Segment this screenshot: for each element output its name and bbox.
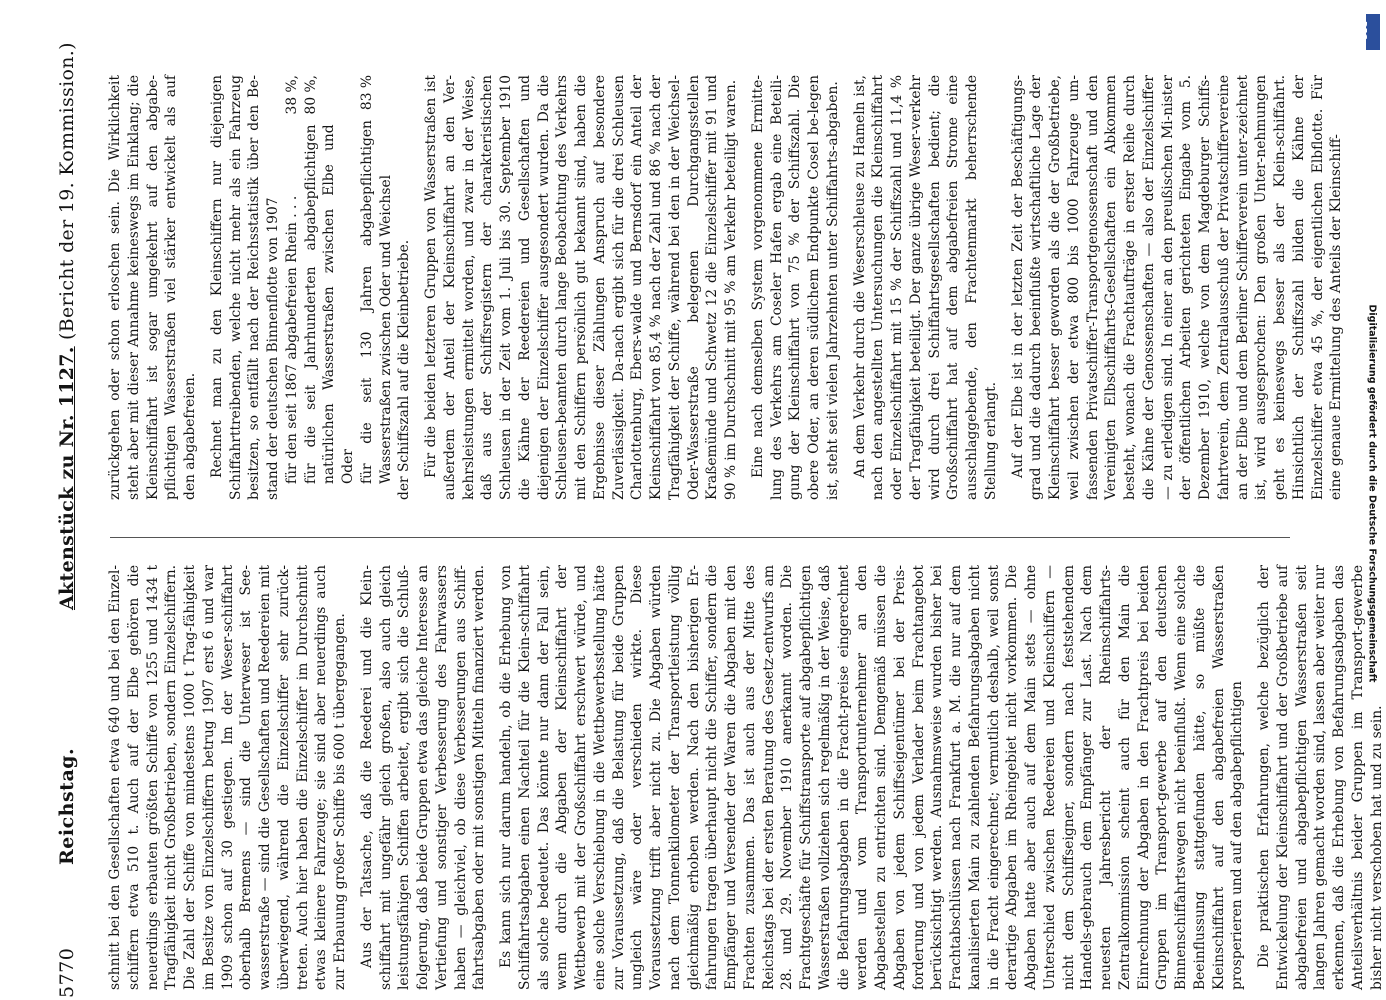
left-paragraph: Aus der Tatsache, daß die Reederei und die Klein-schiffahrt mit ungefähr gleich großen, also auch gleich leistungsfähigen Schiffen arbeitet, ergibt sich die Schluß-folgerung, daß beide Gruppen etwa das gleiche Interesse an Vertiefung und sonstiger Verbesserung des Fahrwassers haben — gleichviel, ob diese Verbesserungen aus Schiff-fahrtsabgaben oder mit sonstigen Mitteln finanziert werden. <box>358 565 488 990</box>
left-paragraph: Es kann sich nur darum handeln, ob die Erhebung von Schiffahrtsabgaben einen Nachteil für die Klein-schiffahrt als solche bedeutet. Das könnte nur dann der Fall sein, wenn durch die Abgaben der Kleinschiffahrt der Wettbewerb mit der Großschiffahrt erschwert würde, und eine solche Verschiebung in die Wettbewerbsstellung hätte zur Voraussetzung, daß die Belastung für beide Gruppen ungleich wäre oder verschieden wirkte. Diese Voraussetzung trifft aber nicht zu. Die Abgaben würden nach dem Tonnenkilometer der Transportleistung völlig gleichmäßig erhoben werden. Nach den bisherigen Er-fahrungen tragen überhaupt nicht die Schiffer, sondern die Empfänger und Versender der Waren die Abgaben mit den Frachten zusammen. Das ist auch aus der Mitte des Reichstags bei der ersten Beratung des Gesetz-entwurfs am 28. und 29. November 1910 anerkannt worden. Die Frachtgeschäfte für Schiffstransporte auf abgabepflichtigen Wasserstraßen vollziehen sich regelmäßig in der Weise, daß die Befahrungsabgaben in die Fracht-preise eingerechnet werden und vom Transportunternehmer an den Abgabestellen zu entrichten sind. Demgemäß müssen die Abgaben von jedem Schiffseigentümer bei der Preis-forderung und von jedem Verlader beim Frachtangebot berücksichtigt werden. Ausnahmsweise wurden bisher bei Frachtabschlüssen nach Frankfurt a. M. die nur auf dem kanalisierten Main zu zahlenden Befahrungsabgaben nicht in die Fracht eingerechnet; vermutlich deshalb, weil sonst derartige Abgaben im Rheingebiet nicht vorkommen. Die Abgaben hatte aber auch auf dem Main stets — ohne Unterschied zwischen Reedereien und Kleinschiffern — nicht dem Schiffseigner, sondern nach feststehendem Handels-gebrauch dem Empfänger zur Last. Nach dem neuesten Jahresbericht der Rheinschiffahrts-Zentralkommission scheint auch für den Main die Einrechnung der Abgaben in den Frachtpreis bei beiden Gruppen im Transport-gewerbe auf den deutschen Binnenschiffahrtswegen nicht beeinflußt. Wenn eine solche Beeinflussung stattgefunden hätte, so müßte die Kleinschiffahrt auf den abgabefreien Wasserstraßen prosperieren und auf den abgabepflichtigen <box>498 565 1246 990</box>
dfg-logo <box>1358 14 1380 50</box>
header-title <box>56 42 78 610</box>
share-value: 80 %, <box>302 75 319 115</box>
dfg-logo-text: DFG <box>1358 21 1368 40</box>
right-paragraph: Für die beiden letzteren Gruppen von Wasserstraßen ist außerdem der Anteil der Kleinschiffahrt an den Ver-kehrsleistungen ermittelt worden, und zwar in der Weise, daß aus der Schiffsregistern der charakteristischen Schleusen in der Zeit vom 1. Juli bis 30. September 1910 die Kähne der Reedereien und Gesellschaften und diejenigen der Einzelschiffer ausgesondert wurden. Da die Schleusen-beamten durch lange Beobachtung des Verkehrs mit den Schiffern persönlich gut bekannt sind, haben die Ergebnisse dieser Zählungen Anspruch auf besondere Zuverlässigkeit. Da-nach ergibt sich für die drei Schleusen Charlottenburg, Ebers-walde und Bernsdorf ein Anteil der Kleinschiffahrt von 85,4 % nach der Zahl und 86 % nach der Tragfähigkeit der Schiffe, während bei den in der Weichsel-Oder-Wasserstraße belegenen Durchgangsstellen Kraßemünde und Schwetz 12 die Einzelschiffer mit 91 und 90 % im Durchschnitt mit 95 % am Verkehr beteiligt waren. <box>423 75 739 500</box>
share-label: für die seit 130 Jahren abgabepflichtigen Wasserstraßen zwischen Oder und Weichsel <box>358 120 394 484</box>
right-paragraph-intro: zurückgehen oder schon erloschen sein. Die Wirklichkeit steht aber mit dieser Annahme keineswegs im Einklang; die Kleinschiffahrt ist sogar umgekehrt auf den abgabe-pflichtigen Wasserstraßen viel stärker entwickelt als auf den abgabefreien. <box>107 75 198 500</box>
header-reichstag: Reichstag. <box>56 747 78 865</box>
right-paragraph-table-outro: der Schiffszahl auf die Kleinbetriebe. <box>396 239 413 500</box>
left-paragraph: Die praktischen Erfahrungen, welche bezüglich der Entwickelung der Kleinschiffahrt und der Großbetriebe auf abgabefreien und abgabepflichtigen Wasserstraßen seit langen Jahren gemacht worden sind, lassen aber weiter nur erkennen, daß die Erhebung von Befahrungsabgaben das Anteilsverhältnis beider Gruppen im Transport-gewerbe bisher nicht verschoben hat und zu sein. <box>1256 565 1385 990</box>
header-title-rest: (Bericht der 19. Kommission.) <box>56 42 78 347</box>
share-value: 38 %, <box>283 75 300 115</box>
share-table-row <box>358 75 396 500</box>
digitization-note-text: Digitalisierung gefördert durch die Deutsche Forschungsgemeinschaft <box>1366 304 1378 683</box>
share-label: für den seit 1867 abgabefreien Rhein . . . <box>283 195 300 484</box>
header-title-bold: Aktenstück zu Nr. 1127. <box>56 346 78 610</box>
page-number: 5770 <box>56 947 78 998</box>
share-value: 83 % <box>358 75 375 111</box>
share-table-row <box>302 75 358 500</box>
right-paragraph: An dem Verkehr durch die Weserschleuse zu Hameln ist, nach den angestellten Untersuchungen die Kleinschiffahrt oder Einzelschiffahrt mit 15 % der Schiffszahl und 11,4 % der Tragfähigkeit beteiligt. Der ganze übrige Weser-verkehr wird durch drei Schiffahrtsgesellschaften bedient; die Großschiffahrt hat auf dem abgabefreien Strome eine ausschlaggebende, den Frachtenmarkt beherrschende Stellung erlangt. <box>851 75 999 500</box>
share-label: für die seit Jahrhunderten abgabepflichtigen natürlichen Wasserstraßen zwischen Elbe und Oder <box>302 124 356 484</box>
left-column <box>106 565 1385 990</box>
column-divider <box>110 537 1290 538</box>
right-paragraph: Eine nach demselben System vorgenommene Ermitte-lung des Verkehrs am Coseler Hafen ergab eine Beteili-gung der Kleinschiffahrt von 75 % der Schiffszahl. Die obere Oder, an deren südlichem Endpunkte Cosel be-legen ist, steht seit vielen Jahrzehnten unter Schiffahrts-abgaben. <box>749 75 841 500</box>
digitization-note <box>1367 58 1379 938</box>
right-paragraph-calc: Rechnet man zu den Kleinschiffern nur diejenigen Schiffahrttreibenden, welche nicht mehr als ein Fahrzeug besitzen, so entfällt nach der Reichsstatistik über den Be-stand der deutschen Binnenflotte von 1907 <box>208 75 281 500</box>
left-paragraph: schnitt bei den Gesellschaften etwa 640 und bei den Einzel-schiffern etwa 510 t. Auch auf der Elbe gehören die neuerdings erbauten größten Schiffe von 1255 und 1434 t Tragfähigkeit nicht Großbetrieben, sondern Einzelschiffern. Die Zahl der Schiffe von mindestens 1000 t Trag-fähigkeit im Besitze von Einzelschiffern betrug 1907 erst 6 und war 1909 schon auf 30 gestiegen. Im der Weser-schiffahrt oberhalb Bremens — sind die Unterweser ist See-wasserstraße — sind die Gesellschaften und Reedereien mit überwiegend, während die Einzelschiffer sehr zurück-treten. Auch hier haben die Einzelschiffer im Durchschnitt etwas kleinere Fahrzeuge; sie sind aber neuerdings auch zur Erbauung großer Schiffe bis 600 t übergegangen. <box>107 565 348 990</box>
page-header <box>48 42 96 1000</box>
right-paragraph: Auf der Elbe ist in der letzten Zeit der Beschäftigungs-grad und die dadurch beeinflußte wirtschaftliche Lage der Kleinschiffahrt besser geworden als die der Großbetriebe, weil zwischen der etwa 800 bis 1000 Fahrzeuge um-fassenden Privatschiffer-Transportgenossenschaft und den Vereinigten Elbschiffahrts-Gesellschaften ein Abkommen besteht, wonach die Frachtaufträge in erster Reihe durch die Kähne der Genossenschaften — also der Einzelschiffer — zu erledigen sind. In einer an den preußischen Mi-nister der öffentlichen Arbeiten gerichteten Eingabe vom 5. Dezember 1910, welche von dem Magdeburger Schiffs-fahrtverein, dem Zentralausschuß der Privatschiffervereine an der Elbe und dem Berliner Schifferverein unter-zeichnet ist, wird ausgesprochen: Den großen Unter-nehmungen geht es keineswegs besser als der Klein-schiffahrt. Hinsichtlich der Schiffszahl bilden die Kähne der Einzelschiffer etwa 45 %, der eigentlichen Elbflotte. Für eine genaue Ermittelung des Anteils der Kleinschiff- <box>1009 75 1345 500</box>
share-table-row <box>283 75 302 500</box>
right-column <box>106 75 1345 500</box>
